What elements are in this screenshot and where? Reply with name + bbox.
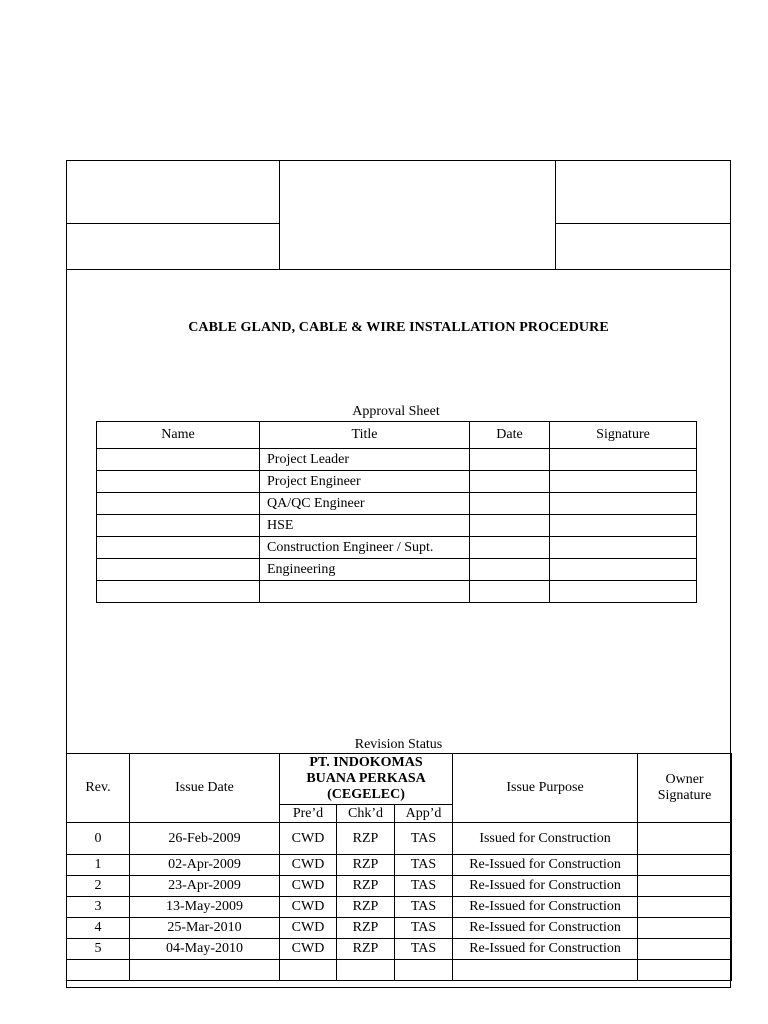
approver-name: [97, 581, 260, 603]
revision-row: [67, 960, 732, 981]
company-name-line: (CEGELEC): [327, 787, 405, 802]
approval-row: [97, 471, 697, 493]
prepared-by: CWD: [280, 918, 337, 939]
prepared-by: CWD: [280, 823, 337, 855]
approver-name: [97, 537, 260, 559]
approval-date: [470, 537, 550, 559]
prepared-by: CWD: [280, 897, 337, 918]
col-header-checked: Chk’d: [337, 805, 395, 823]
revision-row: [67, 897, 732, 918]
col-header-title: Title: [260, 422, 470, 449]
checked-by: RZP: [337, 876, 395, 897]
col-header-date: Date: [470, 422, 550, 449]
approval-table: [96, 421, 697, 603]
col-header-name: Name: [97, 422, 260, 449]
header-divider: [279, 161, 280, 269]
owner-signature: [638, 918, 732, 939]
company-name-line: BUANA PERKASA: [306, 771, 426, 786]
issue-date: 23-Apr-2009: [130, 876, 280, 897]
checked-by: RZP: [337, 897, 395, 918]
rev-number: [67, 960, 130, 981]
approval-row: [97, 537, 697, 559]
prepared-by: CWD: [280, 939, 337, 960]
approval-date: [470, 515, 550, 537]
approval-date: [470, 493, 550, 515]
owner-signature: [638, 939, 732, 960]
approval-row: [97, 559, 697, 581]
issue-date: 13-May-2009: [130, 897, 280, 918]
approver-name: [97, 515, 260, 537]
revision-row: [67, 876, 732, 897]
approval-signature: [550, 493, 697, 515]
issue-purpose: Re-Issued for Construction: [453, 876, 638, 897]
revision-row: [67, 918, 732, 939]
issue-purpose: Re-Issued for Construction: [453, 855, 638, 876]
revision-row: [67, 823, 732, 855]
approver-title: Project Engineer: [260, 471, 470, 493]
approved-by: TAS: [395, 897, 453, 918]
rev-number: 4: [67, 918, 130, 939]
approval-date: [470, 471, 550, 493]
approver-name: [97, 471, 260, 493]
approved-by: TAS: [395, 918, 453, 939]
col-header-owner-signature: [638, 754, 732, 823]
signature-label: Signature: [657, 788, 712, 803]
approval-date: [470, 449, 550, 471]
approval-row: [97, 515, 697, 537]
approved-by: [395, 960, 453, 981]
approver-title: HSE: [260, 515, 470, 537]
issue-date: 26-Feb-2009: [130, 823, 280, 855]
col-header-approved: App’d: [395, 805, 453, 823]
approver-name: [97, 559, 260, 581]
issue-date: 04-May-2010: [130, 939, 280, 960]
approver-title: QA/QC Engineer: [260, 493, 470, 515]
approver-title: Engineering: [260, 559, 470, 581]
approval-signature: [550, 581, 697, 603]
issue-purpose: Re-Issued for Construction: [453, 918, 638, 939]
approver-title: Project Leader: [260, 449, 470, 471]
owner-signature: [638, 897, 732, 918]
prepared-by: CWD: [280, 876, 337, 897]
header-divider: [555, 161, 556, 269]
col-header-prepared: Pre’d: [280, 805, 337, 823]
issue-date: 02-Apr-2009: [130, 855, 280, 876]
revision-header-row: [67, 754, 732, 805]
revision-row: [67, 855, 732, 876]
approval-signature: [550, 559, 697, 581]
company-header: [280, 754, 453, 805]
col-header-issue-purpose: Issue Purpose: [453, 754, 638, 823]
approval-header-row: [97, 422, 697, 449]
approved-by: TAS: [395, 939, 453, 960]
checked-by: [337, 960, 395, 981]
rev-number: 3: [67, 897, 130, 918]
approver-title: Construction Engineer / Supt.: [260, 537, 470, 559]
approval-signature: [550, 471, 697, 493]
document-frame: [66, 160, 731, 988]
header-divider: [555, 223, 730, 224]
revision-row: [67, 939, 732, 960]
checked-by: RZP: [337, 939, 395, 960]
revision-status-caption: Revision Status: [354, 737, 443, 752]
checked-by: RZP: [337, 823, 395, 855]
approval-signature: [550, 449, 697, 471]
rev-number: 5: [67, 939, 130, 960]
checked-by: RZP: [337, 918, 395, 939]
owner-signature: [638, 960, 732, 981]
owner-signature: [638, 876, 732, 897]
issue-date: [130, 960, 280, 981]
owner-signature: [638, 855, 732, 876]
company-name-line: PT. INDOKOMAS: [309, 755, 423, 770]
rev-number: 1: [67, 855, 130, 876]
owner-label: Owner: [665, 772, 704, 787]
revision-table: [66, 753, 732, 981]
approved-by: TAS: [395, 876, 453, 897]
col-header-rev: Rev.: [67, 754, 130, 823]
col-header-issue-date: Issue Date: [130, 754, 280, 823]
checked-by: RZP: [337, 855, 395, 876]
header-divider: [67, 223, 279, 224]
prepared-by: CWD: [280, 855, 337, 876]
issue-date: 25-Mar-2010: [130, 918, 280, 939]
issue-purpose: Re-Issued for Construction: [453, 939, 638, 960]
approval-date: [470, 559, 550, 581]
prepared-by: [280, 960, 337, 981]
issue-purpose: Re-Issued for Construction: [453, 897, 638, 918]
approval-row: [97, 493, 697, 515]
issue-purpose: [453, 960, 638, 981]
approval-row: [97, 581, 697, 603]
approval-signature: [550, 515, 697, 537]
approval-row: [97, 449, 697, 471]
approved-by: TAS: [395, 855, 453, 876]
owner-signature: [638, 823, 732, 855]
rev-number: 2: [67, 876, 130, 897]
approval-date: [470, 581, 550, 603]
issue-purpose: Issued for Construction: [453, 823, 638, 855]
col-header-signature: Signature: [550, 422, 697, 449]
approved-by: TAS: [395, 823, 453, 855]
approver-title: [260, 581, 470, 603]
approver-name: [97, 449, 260, 471]
approval-sheet-caption: Approval Sheet: [352, 404, 440, 419]
header-block: [67, 161, 730, 270]
approver-name: [97, 493, 260, 515]
rev-number: 0: [67, 823, 130, 855]
document-title: CABLE GLAND, CABLE & WIRE INSTALLATION PROCEDURE: [188, 320, 609, 335]
approval-signature: [550, 537, 697, 559]
